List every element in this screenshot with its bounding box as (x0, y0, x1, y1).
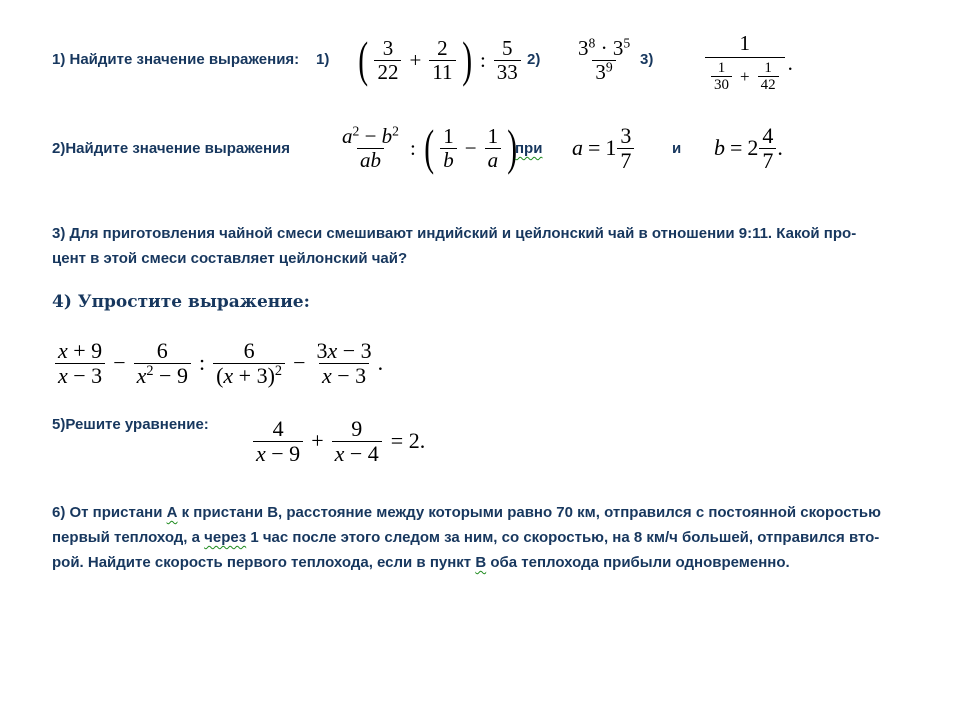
task2-label: 2)Найдите значение выражения (52, 140, 291, 157)
fraction: 4 x − 9 (253, 417, 303, 466)
task6-line2: первый теплоход, а через 1 час после этого следом за ним, со скоростью, на 8 км/ч большей, отправился вто- (52, 529, 880, 546)
task5-label: 5)Решите уравнение: (52, 416, 209, 433)
fraction: 1 b (440, 125, 457, 171)
task1-item3-number: 3) (640, 51, 654, 68)
task1-item1-number: 1) (316, 51, 330, 68)
task6-line1: 6) От пристани А к пристани В, расстояние между которыми равно 70 км, отправился с постоянной скоростью (52, 504, 881, 521)
fraction: 5 33 (494, 37, 521, 83)
task6-text (52, 500, 934, 575)
fraction: 3 22 (374, 37, 401, 83)
task6-line3: рой. Найдите скорость первого теплохода, если в пункт В оба теплохода прибыли одновременно. (52, 554, 790, 571)
task3-line2: цент в этой смеси составляет цейлонский чай? (52, 250, 408, 267)
task2-and: и (672, 140, 682, 157)
task2-a-value: a = 1 3 7 (572, 120, 635, 176)
fraction: x + 9 x − 3 (55, 339, 105, 388)
task2-expression: $a^2 - b^2$ ab : ( 1 b − $\frac{1}{a}$ ) (336, 118, 521, 178)
fraction: $\frac{1}{a}$ (485, 125, 502, 171)
fraction: 1 1 30 + $\frac{1}{42}$ (705, 32, 785, 93)
fraction: 6 $(x + 3)^2$ (213, 339, 285, 388)
task1-expression2 (572, 34, 636, 86)
task3-line1: 3) Для приготовления чайной смеси смешивают индийский и цейлонский чай в отношении 9:11. Какой про- (52, 225, 857, 242)
fraction: $\frac{2}{11}$ (429, 37, 455, 83)
fraction: $\frac{9}{x - 4}$ (332, 417, 382, 466)
task2-b-value: b = 2 4 7 . (714, 122, 783, 173)
fraction: $3^8 \cdot 3^5$ $3^9$ (578, 35, 631, 84)
fraction: $\frac{3x - 3}{x - 3}$ (316, 337, 372, 388)
task1-item2-number: 2) (527, 51, 541, 68)
fraction: $\frac{6}{x^2 - 9}$ (134, 339, 191, 388)
task2-pri: при (515, 140, 543, 157)
task1-expression1: ( 3 22 + $\frac{2}{11}$ ) : 5 33 (355, 30, 524, 90)
task5-expression: 4 x − 9 + $\frac{9}{x - 4}$ = 2. (250, 410, 430, 472)
task1-expression3: 1 1 30 + $\frac{1}{42}$ . (702, 28, 793, 98)
task1-label: 1) Найдите значение выражения: (52, 51, 300, 68)
task4-label: 4) Упростите выражение: (52, 292, 310, 312)
task3-text (52, 221, 932, 271)
task4-expression: x + 9 x − 3 − $\frac{6}{x^2 - 9}$ : 6 $(x + 3)^2$ − $\frac{3x - 3}{x - 3}$ . (52, 332, 383, 394)
fraction: $a^2 - b^2$ ab (342, 123, 399, 172)
